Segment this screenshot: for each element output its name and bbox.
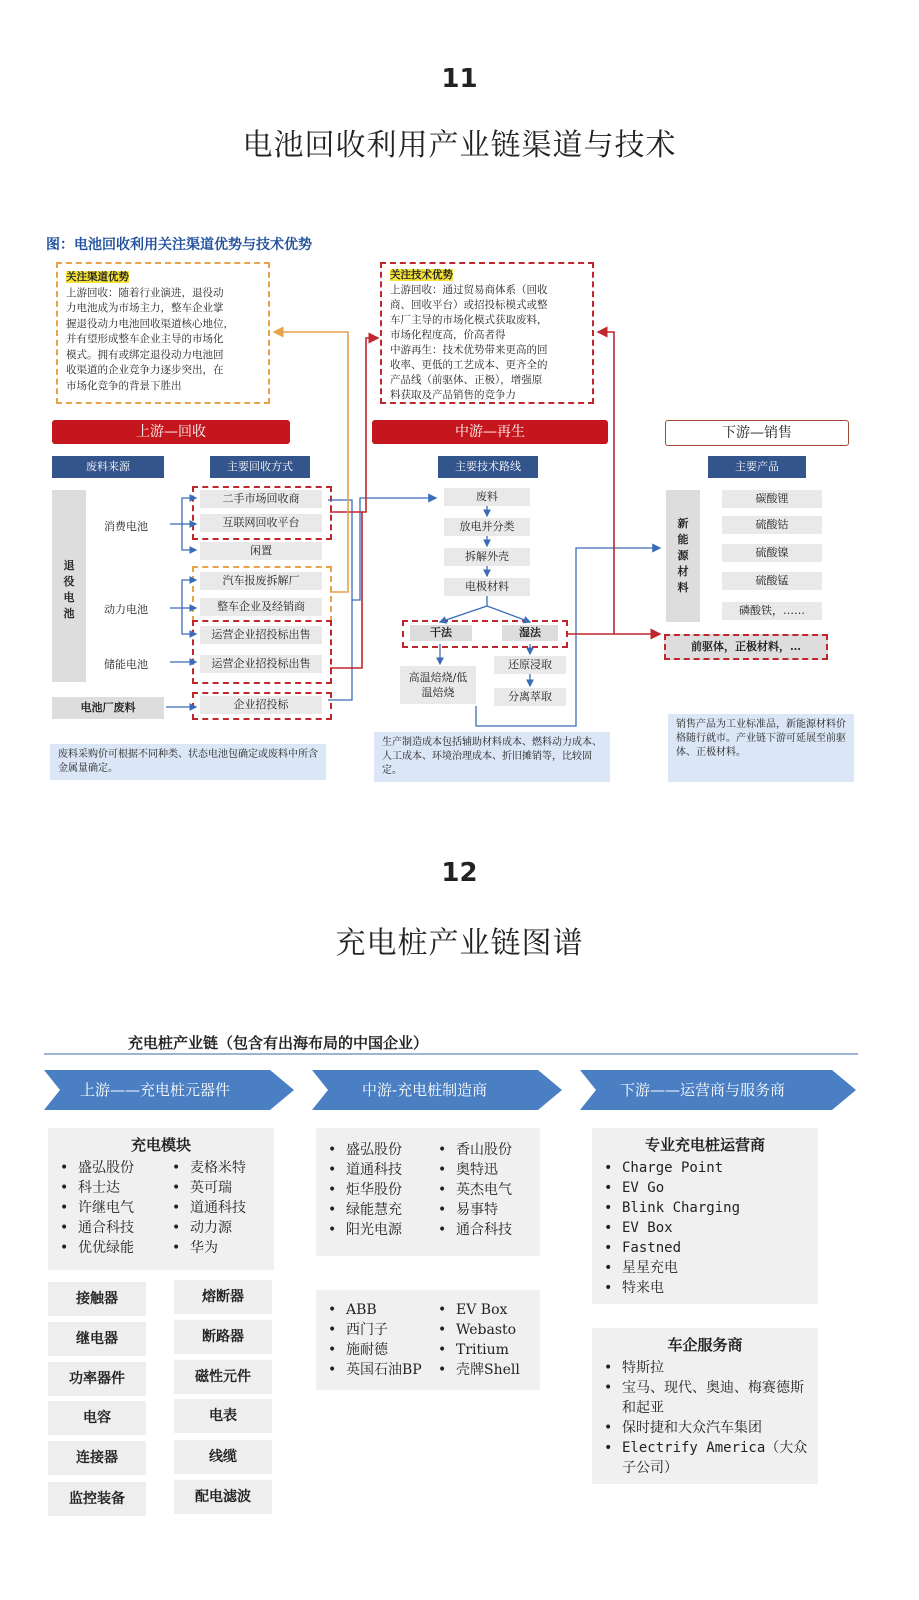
list-item: • EV Go	[600, 1178, 740, 1198]
stage-upstream: 上游—回收	[52, 420, 290, 444]
list-item: • 通合科技	[434, 1220, 512, 1240]
header-tech-route: 主要技术路线	[438, 456, 538, 478]
list-item: • Blink Charging	[600, 1198, 740, 1218]
mfr-cn-panel	[316, 1128, 540, 1256]
oem-panel	[592, 1328, 818, 1484]
section-title-11: 电池回收利用产业链渠道与技术	[242, 128, 677, 163]
list-item: • 优优绿能	[56, 1238, 134, 1258]
mfr-intl-panel	[316, 1290, 540, 1390]
list-item: • 道通科技	[324, 1160, 402, 1180]
list-item: • 香山股份	[434, 1140, 512, 1160]
list-item: • 施耐德	[324, 1340, 422, 1360]
channel-line: 并有望形成整车企业主导的市场化	[66, 333, 224, 345]
list-item: • 英可瑞	[168, 1178, 246, 1198]
component-magnetic: 磁性元件	[174, 1360, 272, 1394]
wet-extraction: 分离萃取	[494, 688, 566, 706]
list-item: • EV Box	[600, 1218, 740, 1238]
channel-line: 模式。拥有或绑定退役动力电池回	[66, 348, 224, 361]
component-relay: 继电器	[48, 1322, 146, 1356]
channel-line: 握退役动力电池回收渠道核心地位，	[66, 317, 234, 330]
component-filter: 配电滤波	[174, 1480, 272, 1514]
component-meter: 电表	[174, 1399, 272, 1433]
channel-line: 力电池成为市场主力，整车企业掌	[66, 302, 224, 314]
dry-process: 干法	[410, 625, 472, 641]
method-operator-bidding-2: 运营企业招投标出售	[200, 655, 322, 673]
list-item: • 盛弘股份	[56, 1158, 134, 1178]
list-item: • 道通科技	[168, 1198, 246, 1218]
channel-advantage-heading: 关注渠道优势	[66, 271, 129, 283]
component-power-device: 功率器件	[48, 1362, 146, 1396]
chevron-downstream	[580, 1070, 856, 1110]
list-item: • 许继电气	[56, 1198, 134, 1218]
precursor-cathode: 前驱体，正极材料，…	[664, 634, 828, 660]
header-recovery-method: 主要回收方式	[210, 456, 310, 478]
component-fuse: 熔断器	[174, 1280, 272, 1314]
product-lithium-carbonate: 碳酸锂	[722, 490, 822, 508]
list-item: • 特来电	[600, 1278, 740, 1298]
list-item: • 奥特迅	[434, 1160, 512, 1180]
component-monitoring: 监控装备	[48, 1482, 146, 1516]
list-item: • 麦格米特	[168, 1158, 246, 1178]
note-upstream: 废料采购价可根据不同种类、状态电池包确定或废料中所含金属量确定。	[50, 744, 326, 780]
wet-process: 湿法	[502, 625, 558, 641]
method-oem-dealer: 整车企业及经销商	[200, 598, 322, 616]
method-idle: 闲置	[200, 542, 322, 560]
factory-waste: 电池厂废料	[52, 697, 164, 719]
charging-module-title: 充电模块	[130, 1136, 191, 1154]
tech-line: 中游再生：技术优势带来更高的回	[390, 344, 548, 356]
product-nickel-sulfate: 硫酸镍	[722, 544, 822, 562]
list-item: • 星星充电	[600, 1258, 740, 1278]
list-item: • 绿能慧充	[324, 1200, 402, 1220]
channel-line: 收渠道的企业竞争力逐步突出，在	[66, 364, 224, 376]
mid-step-waste: 废料	[444, 488, 530, 506]
list-item: • 炬华股份	[324, 1180, 402, 1200]
tech-line: 车厂主导的市场化模式获取废料，	[390, 314, 548, 326]
list-item: • 壳牌Shell	[434, 1360, 520, 1380]
method-operator-bidding-1: 运营企业招投标出售	[200, 626, 322, 644]
mid-step-discharge: 放电并分类	[444, 518, 530, 536]
list-item: • 易事特	[434, 1200, 512, 1220]
figure-caption: 图：电池回收利用关注渠道优势与技术优势	[46, 237, 312, 253]
list-item: • 西门子	[324, 1320, 422, 1340]
note-downstream: 销售产品为工业标准品，新能源材料价格随行就市。产业链下游可延展至前驱体、正极材料。	[668, 714, 854, 782]
list-item: • ABB	[324, 1300, 422, 1320]
channel-line: 上游回收：随着行业演进，退役动	[66, 286, 224, 299]
product-cobalt-sulfate: 硫酸钴	[722, 516, 822, 534]
chevron-midstream	[312, 1070, 562, 1110]
note-midstream: 生产制造成本包括辅助材料成本、燃料动力成本、人工成本、环境治理成本、折旧摊销等，比较固定。	[374, 732, 610, 782]
list-item: • 保时捷和大众汽车集团	[600, 1418, 812, 1438]
chevron-downstream-label: 下游——运营商与服务商	[620, 1081, 786, 1099]
new-energy-materials-label: 新能源材料	[677, 517, 689, 594]
component-breaker: 断路器	[174, 1320, 272, 1354]
subtitle-rule	[44, 1053, 858, 1055]
tech-line: 市场化程度高，价高者得	[390, 329, 506, 341]
component-connector: 连接器	[48, 1441, 146, 1475]
source-storage: 储能电池	[104, 658, 148, 671]
operator-panel	[592, 1128, 818, 1304]
tech-line: 收率、更低的工艺成本、更齐全的	[390, 359, 548, 371]
tech-line: 商、回收平台）或招投标模式或整	[390, 299, 548, 311]
product-manganese-sulfate: 硫酸锰	[722, 572, 822, 590]
chevron-upstream-label: 上游——充电桩元器件	[80, 1081, 231, 1099]
source-consumer: 消费电池	[104, 520, 148, 533]
list-item: • Electrify America（大众子公司）	[600, 1438, 812, 1478]
channel-line: 市场化竞争的背景下胜出	[66, 379, 182, 392]
list-item: • Tritium	[434, 1340, 520, 1360]
list-item: • 阳光电源	[324, 1220, 402, 1240]
component-cable: 线缆	[174, 1440, 272, 1474]
mid-step-dismantle: 拆解外壳	[444, 548, 530, 566]
header-waste-source: 废料来源	[52, 456, 164, 478]
tech-line: 料获取及产品销售的竞争力	[390, 389, 516, 401]
stage-midstream: 中游—再生	[372, 420, 608, 444]
stage-downstream: 下游—销售	[665, 420, 849, 446]
tech-line: 上游回收：通过贸易商体系（回收	[390, 284, 548, 296]
list-item: • 盛弘股份	[324, 1140, 402, 1160]
list-item: • 英国石油BP	[324, 1360, 422, 1380]
list-item: • 特斯拉	[600, 1358, 812, 1378]
section-number-11: 11	[441, 64, 478, 94]
source-power: 动力电池	[104, 603, 148, 616]
chevron-upstream	[44, 1070, 294, 1110]
list-item: • 华为	[168, 1238, 246, 1258]
tech-advantage-heading: 关注技术优势	[390, 269, 453, 281]
oem-title: 车企服务商	[667, 1336, 743, 1354]
component-contactor: 接触器	[48, 1282, 146, 1316]
list-item: • Charge Point	[600, 1158, 740, 1178]
header-main-products: 主要产品	[708, 456, 806, 478]
wet-leaching: 还原浸取	[494, 656, 566, 674]
list-item: • 英杰电气	[434, 1180, 512, 1200]
product-iron-phosphate: 磷酸铁，……	[722, 602, 822, 620]
chain-subtitle: 充电桩产业链（包含有出海布局的中国企业）	[128, 1034, 429, 1052]
section-title-12: 充电桩产业链图谱	[335, 926, 584, 961]
section-number-12: 12	[441, 858, 478, 888]
list-item: • 动力源	[168, 1218, 246, 1238]
method-second-hand: 二手市场回收商	[200, 490, 322, 508]
method-internet-platform: 互联网回收平台	[200, 514, 322, 532]
mid-step-electrode: 电极材料	[444, 578, 530, 596]
component-capacitor: 电容	[48, 1401, 146, 1435]
method-scrap-dismantling: 汽车报废拆解厂	[200, 572, 322, 590]
list-item: • EV Box	[434, 1300, 520, 1320]
dry-roasting: 高温焙烧/低温焙烧	[400, 666, 476, 704]
list-item: • 科士达	[56, 1178, 134, 1198]
tech-line: 产品线（前驱体、正极），增强原	[390, 374, 543, 386]
method-enterprise-bidding: 企业招投标	[200, 696, 322, 714]
list-item: • 宝马、现代、奥迪、梅赛德斯和起亚	[600, 1378, 812, 1418]
charging-module-panel	[48, 1128, 274, 1270]
list-item: • Webasto	[434, 1320, 520, 1340]
operator-title: 专业充电桩运营商	[644, 1136, 765, 1154]
chevron-midstream-label: 中游-充电桩制造商	[362, 1081, 488, 1099]
list-item: • Fastned	[600, 1238, 740, 1258]
list-item: • 通合科技	[56, 1218, 134, 1238]
retired-battery-label: 退役电池	[63, 559, 75, 620]
